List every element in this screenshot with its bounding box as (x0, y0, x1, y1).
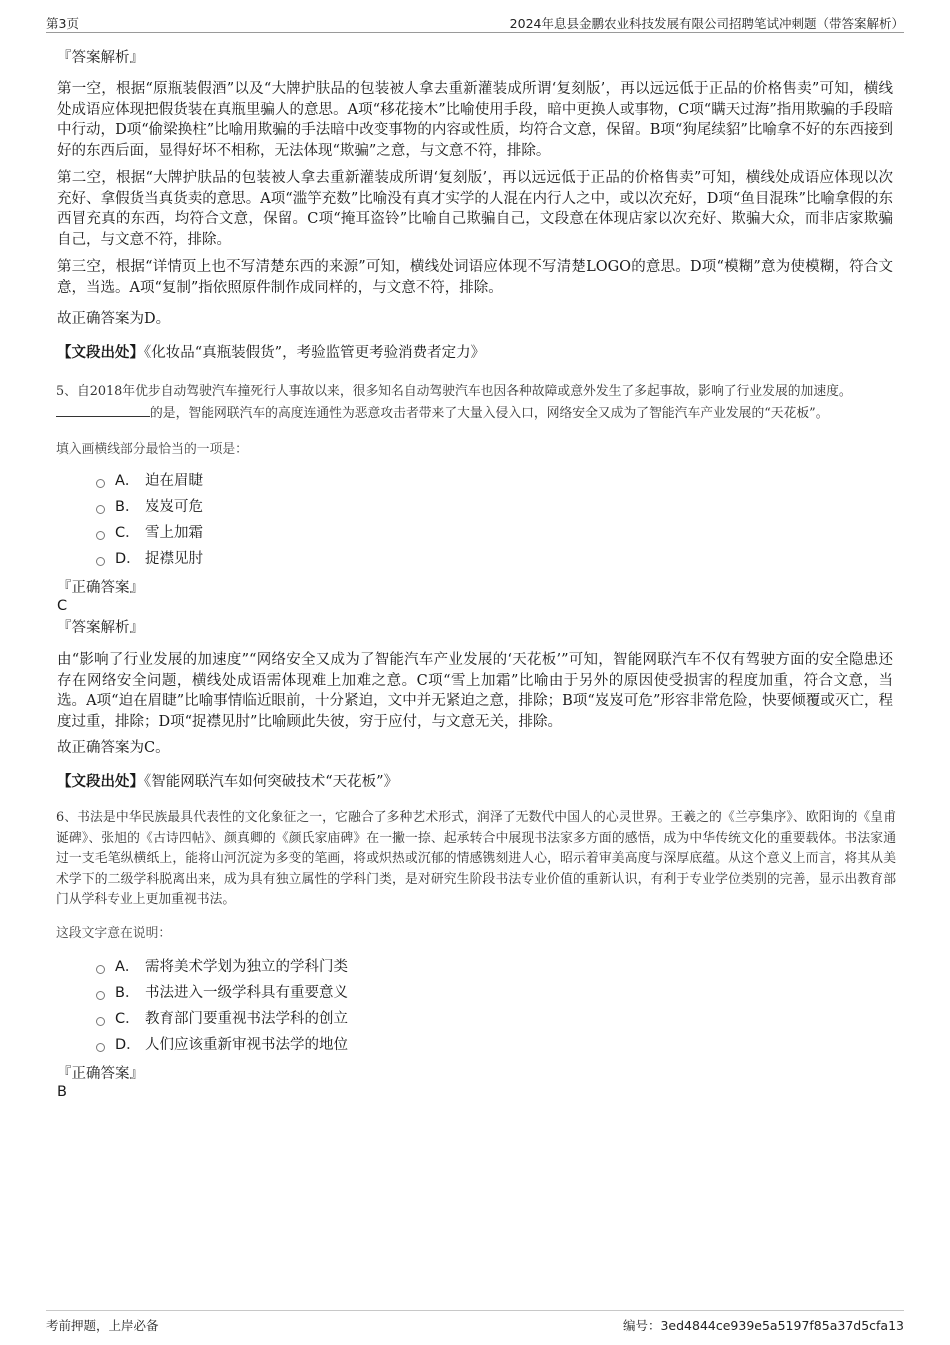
question-stem-line: 5、自2018年优步自动驾驶汽车撞死行人事故以来，很多知名自动驾驶汽车也因各种故障或意外发生了多起事故，影响了行业发展的加速度。 (56, 384, 852, 399)
analysis-paragraph: 第二空，根据“大牌护肤品的包装被人拿去重新灌装成所谓‘复刻版’，再以远远低于正品的价格售卖”可知，横线处成语应体现以次充好、拿假货当真货卖的意思。A项“滥竽充数”比喻没有真才实学的人混在内行人之中，或以次充好，D项“鱼目混珠”比喻拿假的东西冒充真的东西，均符合文意，保留。C项“掩耳盗铃”比喻自己欺骗自己，文段意在体现店家以次充好、欺骗大众，而非店家欺骗自己，与文意不符，排除。 (57, 170, 893, 248)
fill-blank (56, 403, 150, 417)
radio-button[interactable] (96, 1043, 105, 1052)
question-prompt: 填入画横线部分最恰当的一项是： (56, 442, 248, 457)
correct-answer-label: 『正确答案』 (57, 580, 144, 596)
option-d[interactable]: D． 人们应该重新审视书法学的地位 (96, 1035, 348, 1055)
option-d[interactable]: D． 捉襟见肘 (96, 549, 203, 569)
correct-answer: B (57, 1084, 67, 1100)
conclusion: 故正确答案为C。 (57, 740, 170, 756)
source-label: 【文段出处】 (57, 773, 144, 790)
source-title: 《化妆品“真瓶装假货”，考验监管更考验消费者定力》 (144, 345, 486, 361)
radio-button[interactable] (96, 557, 105, 566)
correct-answer-label: 『正确答案』 (57, 1066, 144, 1082)
page-number: 第3页 (46, 16, 79, 31)
source-title: 《智能网联汽车如何突破技术“天花板”》 (144, 774, 399, 790)
page-footer (46, 1310, 904, 1337)
option-b[interactable]: B． 书法进入一级学科具有重要意义 (96, 983, 348, 1003)
radio-button[interactable] (96, 991, 105, 1000)
question-stem (56, 382, 896, 424)
source-citation (57, 343, 893, 363)
analysis-paragraph: 由“影响了行业发展的加速度”“网络安全又成为了智能汽车产业发展的‘天花板’”可知，智能网联汽车不仅有驾驶方面的安全隐患还存在网络安全问题，横线处成语需体现难上加难之意。C项“雪上加霜”比喻由于另外的原因使受损害的程度加重，符合文意，当选。A项“迫在眉睫”比喻事情临近眼前，十分紧迫，文中并无紧迫之意，排除；B项“岌岌可危”形容非常危险，快要倾覆或灭亡，程度过重，排除；D项“捉襟见肘”比喻顾此失彼，穷于应付，与文意无关，排除。 (57, 652, 893, 730)
analysis-paragraph: 第一空，根据“原瓶装假酒”以及“大牌护肤品的包装被人拿去重新灌装成所谓‘复刻版’，再以远远低于正品的价格售卖”可知，横线处成语应体现把假货装在真瓶里骗人的意思。A项“移花接木”比喻使用手段，暗中更换人或事物，C项“瞒天过海”指用欺骗的手段暗中行动，D项“偷梁换柱”比喻用欺骗的手法暗中改变事物的内容或性质，均符合文意，保留。B项“狗尾续貂”比喻拿不好的东西接到好的东西后面，显得好坏不相称，无法体现“欺骗”之意，与文意不符，排除。 (57, 81, 893, 159)
document-title: 2024年息县金鹏农业科技发展有限公司招聘笔试冲刺题（带答案解析） (509, 16, 904, 31)
question-stem: 6、书法是中华民族最具代表性的文化象征之一，它融合了多种艺术形式，润泽了无数代中国人的心灵世界。王羲之的《兰亭集序》、欧阳询的《皇甫诞碑》、张旭的《古诗四帖》、颜真卿的《颜氏家庙碑》在一撇一捺、起承转合中展现书法家多方面的感悟，成为中华传统文化的重要载体。书法家通过一支毛笔纵横纸上，能将山河沉淀为多变的笔画，将或炽热或沉郁的情感镌刻进人心，昭示着审美高度与深厚底蕴。从这个意义上而言，将其从美术学下的二级学科脱离出来，成为具有独立属性的学科门类，是对研究生阶段书法专业价值的重新认识，有利于专业学位类别的完善，显示出教育部门从学科专业上更加重视书法。 (56, 810, 896, 907)
conclusion: 故正确答案为D。 (57, 311, 171, 327)
document-code: 编号：3ed4844ce939e5a5197f85a37d5cfa13 (622, 1318, 904, 1333)
question-stem-line: 的是，智能网联汽车的高度连通性为恶意攻击者带来了大量入侵入口，网络安全又成为了智能汽车产业发展的“天花板”。 (56, 403, 896, 425)
option-b[interactable]: B． 岌岌可危 (96, 497, 203, 517)
option-a[interactable]: A． 需将美术学划为独立的学科门类 (96, 957, 348, 977)
option-c[interactable]: C． 教育部门要重视书法学科的创立 (96, 1009, 348, 1029)
page-header (46, 10, 904, 33)
source-label: 【文段出处】 (57, 344, 144, 361)
radio-button[interactable] (96, 479, 105, 488)
radio-button[interactable] (96, 505, 105, 514)
option-a[interactable]: A． 迫在眉睫 (96, 471, 203, 491)
radio-button[interactable] (96, 965, 105, 974)
analysis-paragraph: 第三空，根据“详情页上也不写清楚东西的来源”可知，横线处词语应体现不写清楚LOGO的意思。D项“模糊”意为使模糊，符合文意，当选。A项“复制”指依照原件制作成同样的，与文意不符，排除。 (57, 259, 893, 296)
radio-button[interactable] (96, 1017, 105, 1026)
question-prompt: 这段文字意在说明： (56, 926, 172, 941)
correct-answer: C (57, 598, 68, 614)
option-c[interactable]: C． 雪上加霜 (96, 523, 203, 543)
footer-slogan: 考前押题，上岸必备 (46, 1318, 159, 1333)
analysis-label: 『答案解析』 (57, 50, 144, 66)
analysis-label: 『答案解析』 (57, 620, 144, 636)
radio-button[interactable] (96, 531, 105, 540)
source-citation (57, 772, 893, 792)
